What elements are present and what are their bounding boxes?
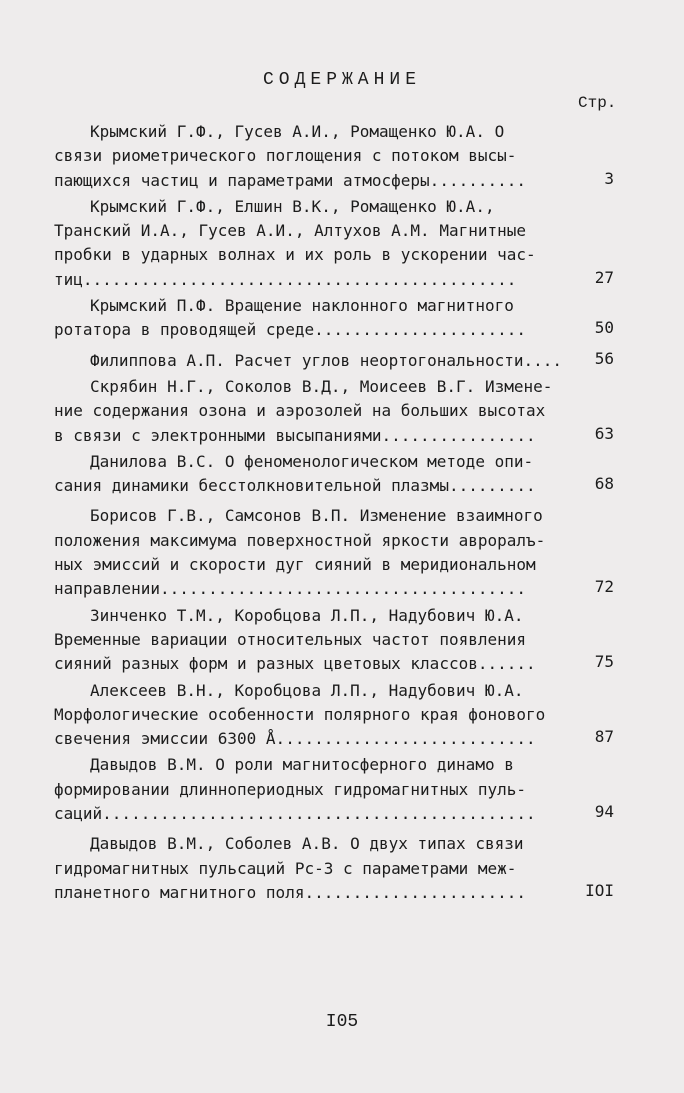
toc-entry-line: саций.............................................: [54, 804, 536, 824]
toc-entry-line: пробки в ударных волнах и их роль в ускорении час-: [54, 245, 536, 265]
toc-entry: [54, 450, 614, 499]
toc-entry-line: Филиппова А.П. Расчет углов неортогональности....: [90, 350, 563, 370]
toc-entry-line: положения максимума поверхностной яркости авроралъ-: [54, 530, 546, 550]
toc-entry-line: Крымский П.Ф. Вращение наклонного магнитного: [90, 296, 514, 316]
page-column-label: Стр.: [578, 94, 617, 112]
toc-entry-line: Борисов Г.В., Самсонов В.П. Изменение взаимного: [90, 506, 543, 526]
toc-entry-line: планетного магнитного поля.......................: [54, 882, 527, 902]
toc-entry-line: сияний разных форм и разных цветовых классов......: [54, 654, 536, 674]
toc-entry-line: тиц.............................................: [54, 269, 517, 289]
toc-entry-line: Крымский Г.Ф., Елшин В.К., Ромащенко Ю.А.,: [90, 196, 495, 216]
toc-entry-line: Морфологические особенности полярного края фонового: [54, 704, 546, 724]
toc-entry: [54, 349, 614, 373]
toc-entry-line: Данилова В.С. О феноменологическом методе опи-: [90, 451, 534, 471]
toc-entry-line: Зинченко Т.М., Коробцова Л.П., Надубович Ю.А.: [90, 605, 524, 625]
toc-entry-line: ных эмиссий и скорости дуг сияний в меридиональном: [54, 555, 536, 575]
toc-entry-page: IOI: [585, 880, 614, 900]
toc-entry-line: пающихся частиц и параметрами атмосферы..........: [54, 170, 527, 190]
page-title: СОДЕРЖАНИЕ: [262, 70, 422, 90]
table-of-contents: [54, 120, 614, 905]
toc-entry: [54, 375, 614, 448]
toc-entry: [54, 120, 614, 193]
toc-entry-page: 63: [594, 423, 614, 443]
toc-entry-line: Временные вариации относительных частот появления: [54, 629, 527, 649]
toc-entry-line: Крымский Г.Ф., Гусев А.И., Ромащенко Ю.А. О: [90, 122, 505, 141]
footer-page-number: I05: [325, 1012, 359, 1032]
toc-entry-page: 27: [594, 267, 614, 287]
toc-entry-page: 3: [604, 168, 614, 188]
toc-entry: [54, 294, 614, 343]
toc-entry-line: в связи с электронными высыпаниями................: [54, 425, 536, 445]
toc-entry: [54, 753, 614, 826]
toc-entry-page: 94: [594, 802, 614, 822]
toc-entry-line: формировании длиннопериодных гидромагнитных пуль-: [54, 779, 527, 799]
toc-entry-line: сания динамики бесстолкновительной плазмы.........: [54, 476, 536, 496]
toc-entry-line: Давыдов В.М. О роли магнитосферного динамо в: [90, 755, 514, 775]
toc-entry-line: Скрябин Н.Г., Соколов В.Д., Моисеев В.Г. Измене-: [90, 376, 553, 396]
toc-entry-page: 87: [594, 727, 614, 747]
toc-entry-line: Транский И.А., Гусев А.И., Алтухов А.М. Магнитные: [54, 221, 527, 241]
toc-entry-line: связи риометрического поглощения с потоком высы-: [54, 146, 517, 166]
toc-entry-line: гидромагнитных пульсаций Рс-3 с параметрами меж-: [54, 858, 517, 878]
toc-entry: [54, 832, 614, 905]
toc-entry-line: Алексеев В.Н., Коробцова Л.П., Надубович Ю.А.: [90, 680, 524, 700]
toc-entry-line: ротатора в проводящей среде......................: [54, 320, 527, 340]
toc-entry-page: 68: [594, 474, 614, 494]
toc-entry-page: 56: [594, 348, 614, 368]
toc-entry: [54, 604, 614, 677]
toc-entry-page: 72: [594, 577, 614, 597]
toc-entry-line: свечения эмиссии 6300 Å...........................: [54, 729, 536, 749]
toc-entry: [54, 195, 614, 292]
toc-entry: [54, 504, 614, 601]
toc-entry-line: направлении......................................: [54, 579, 527, 599]
toc-entry-line: ние содержания озона и аэрозолей на больших высотах: [54, 401, 546, 421]
toc-entry-page: 50: [594, 318, 614, 338]
toc-entry-line: Давыдов В.М., Соболев А.В. О двух типах связи: [90, 834, 524, 854]
toc-entry: [54, 679, 614, 752]
toc-entry-page: 75: [594, 652, 614, 672]
